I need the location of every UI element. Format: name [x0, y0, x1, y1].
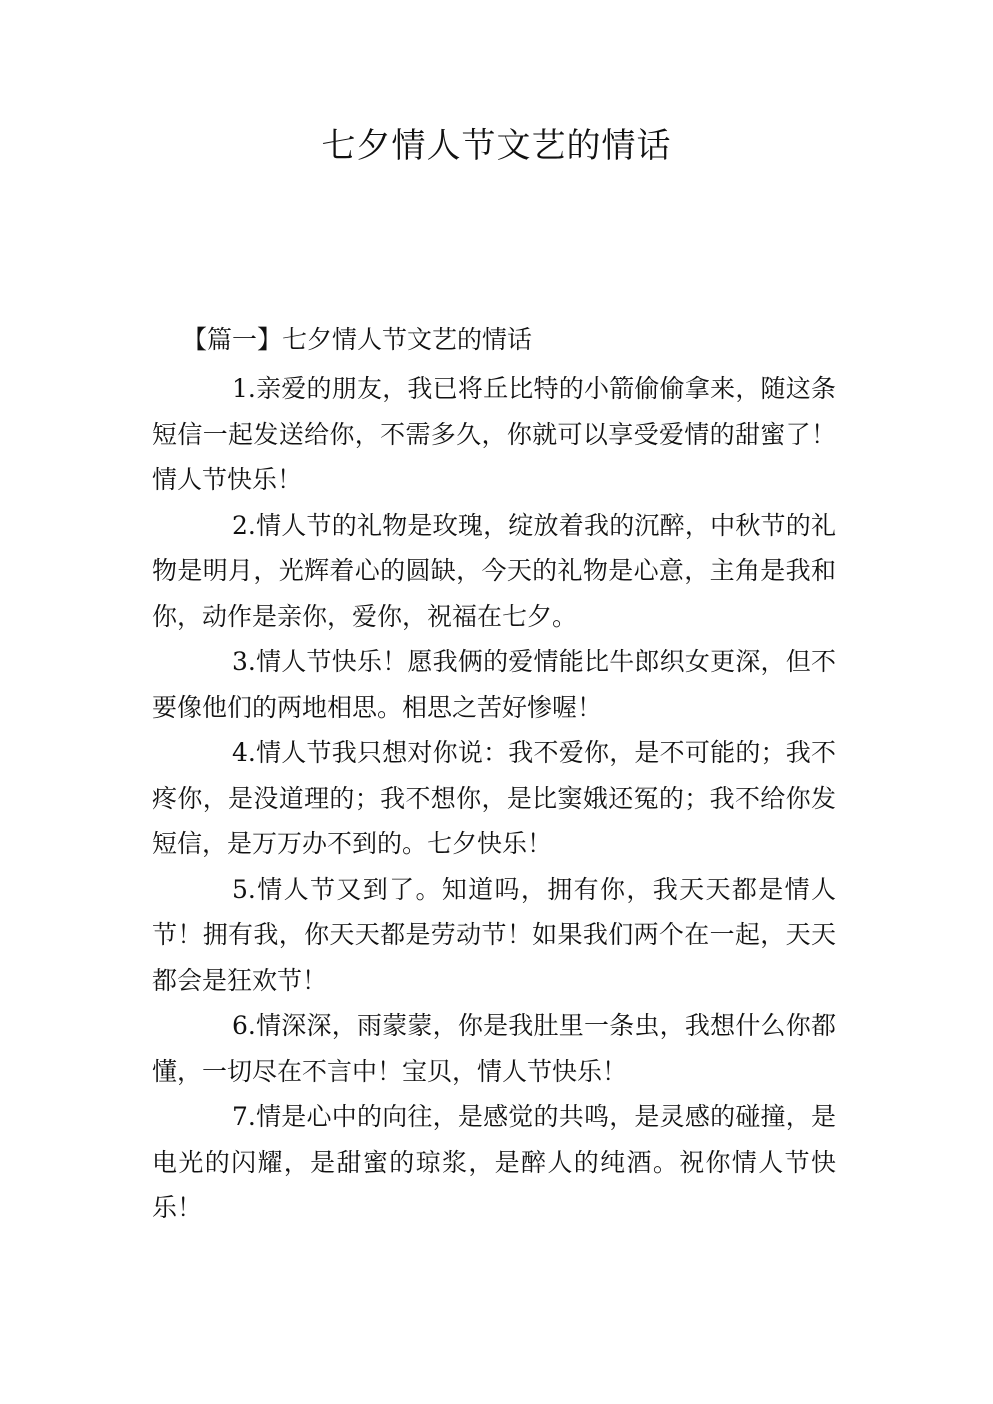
document-title: 七夕情人节文艺的情话 — [321, 126, 672, 166]
section-heading: 【篇一】七夕情人节文艺的情话 — [182, 325, 533, 354]
paragraph-2: 2.情人节的礼物是玫瑰，绽放着我的沉醉，中秋节的礼物是明月，光辉着心的圆缺，今天的礼物是心意，主角是我和你，动作是亲你，爱你，祝福在七夕。 — [152, 510, 836, 631]
paragraph-5: 5.情人节又到了。知道吗，拥有你，我天天都是情人节！拥有我，你天天都是劳动节！如果我们两个在一起，天天都会是狂欢节！ — [152, 874, 836, 995]
paragraph-3: 3.情人节快乐！愿我俩的爱情能比牛郎织女更深，但不要像他们的两地相思。相思之苦好惨喔！ — [152, 647, 836, 722]
paragraph-7: 7.情是心中的向往，是感觉的共鸣，是灵感的碰撞，是电光的闪耀，是甜蜜的琼浆，是醉人的纯酒。祝你情人节快乐！ — [152, 1102, 836, 1222]
paragraph-1: 1.亲爱的朋友，我已将丘比特的小箭偷偷拿来，随这条短信一起发送给你，不需多久，你就可以享受爱情的甜蜜了！情人节快乐！ — [152, 374, 836, 494]
paragraph-6: 6.情深深，雨蒙蒙，你是我肚里一条虫，我想什么你都懂，一切尽在不言中！宝贝，情人节快乐！ — [152, 1011, 836, 1086]
body-text — [152, 366, 836, 1231]
paragraph-4: 4.情人节我只想对你说：我不爱你，是不可能的；我不疼你，是没道理的；我不想你，是比窦娥还冤的；我不给你发短信，是万万办不到的。七夕快乐！ — [152, 738, 836, 858]
